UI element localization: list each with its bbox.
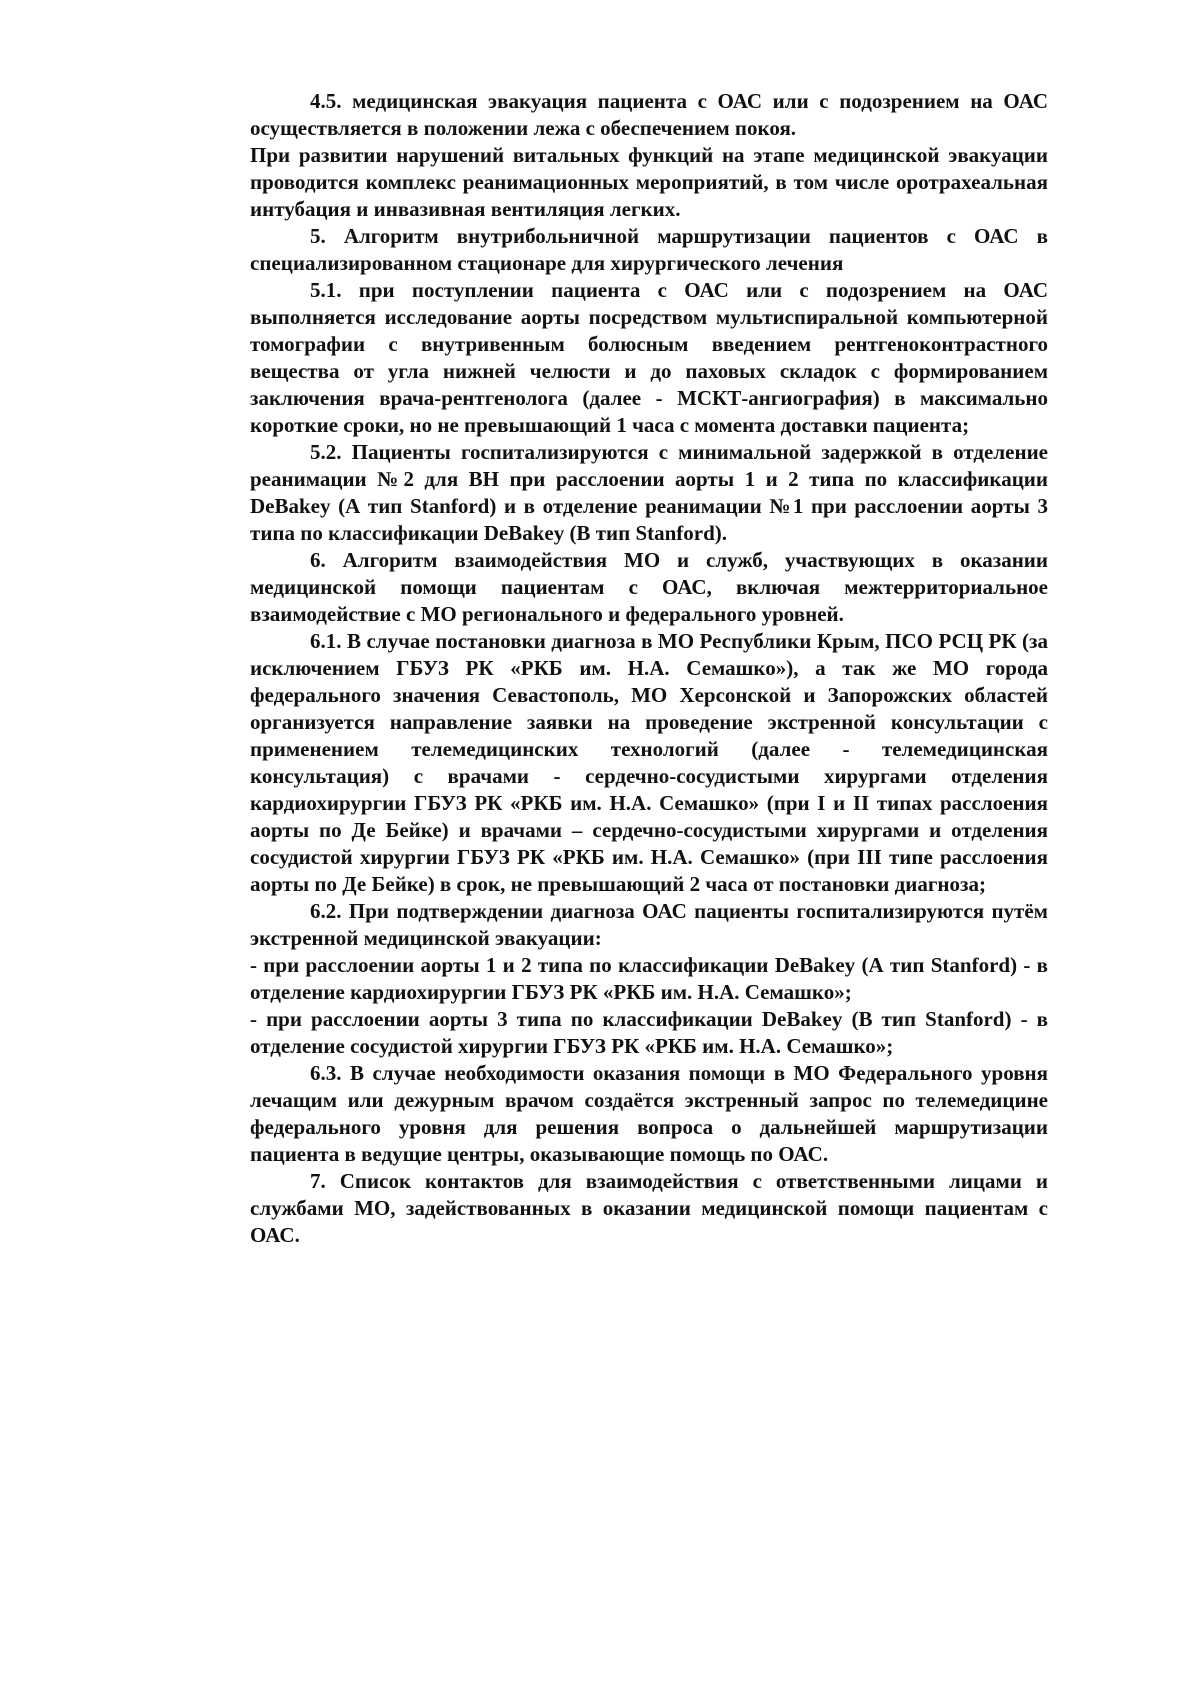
document-page <box>250 88 1048 1249</box>
paragraph-5-1: 5.1. при поступлении пациента с ОАС или с подозрением на ОАС выполняется исследование аорты посредством мультиспиральной компьютерной томографии с внутривенным болюсным введением рентгеноконтрастного вещества от угла нижней челюсти и до паховых складок с формированием заключения врача-рентгенолога (далее - МСКТ-ангиография) в максимально короткие сроки, но не превышающий 1 часа с момента доставки пациента; <box>250 278 1048 437</box>
paragraph-6-2-item-b: - при расслоении аорты 3 типа по классификации DeBakey (В тип Stanford) - в отделение сосудистой хирургии ГБУЗ РК «РКБ им. Н.А. Семашко»; <box>250 1007 1048 1058</box>
paragraph-6-2: 6.2. При подтверждении диагноза ОАС пациенты госпитализируются путём экстренной медицинской эвакуации: <box>250 899 1048 950</box>
paragraph-6-3: 6.3. В случае необходимости оказания помощи в МО Федерального уровня лечащим или дежурным врачом создаётся экстренный запрос по телемедицине федерального уровня для решения вопроса о дальнейшей маршрутизации пациента в ведущие центры, оказывающие помощь по ОАС. <box>250 1061 1048 1166</box>
paragraph-7: 7. Список контактов для взаимодействия с ответственными лицами и службами МО, задействованных в оказании медицинской помощи пациентам с ОАС. <box>250 1169 1048 1247</box>
paragraph-6-2-item-a: - при расслоении аорты 1 и 2 типа по классификации DeBakey (А тип Stanford) - в отделение кардиохирургии ГБУЗ РК «РКБ им. Н.А. Семашко»; <box>250 953 1048 1004</box>
paragraph-6-heading: 6. Алгоритм взаимодействия МО и служб, участвующих в оказании медицинской помощи пациентам с ОАС, включая межтерриториальное взаимодействие с МО регионального и федерального уровней. <box>250 548 1048 626</box>
paragraph-4-5-continued: При развитии нарушений витальных функций на этапе медицинской эвакуации проводится комплекс реанимационных мероприятий, в том числе оротрахеальная интубация и инвазивная вентиляция легких. <box>250 143 1048 221</box>
paragraph-5-2: 5.2. Пациенты госпитализируются с минимальной задержкой в отделение реанимации №2 для ВН при расслоении аорты 1 и 2 типа по классификации DeBakey (А тип Stanford) и в отделение реанимации №1 при расслоении аорты 3 типа по классификации DeBakey (В тип Stanford). <box>250 440 1048 545</box>
paragraph-5-heading: 5. Алгоритм внутрибольничной маршрутизации пациентов с ОАС в специализированном стационаре для хирургического лечения <box>250 224 1048 275</box>
paragraph-4-5: 4.5. медицинская эвакуация пациента с ОАС или с подозрением на ОАС осуществляется в положении лежа с обеспечением покоя. <box>250 89 1048 140</box>
paragraph-6-1: 6.1. В случае постановки диагноза в МО Республики Крым, ПСО РСЦ РК (за исключением ГБУЗ РК «РКБ им. Н.А. Семашко»), а так же МО города федерального значения Севастополь, МО Херсонской и Запорожских областей организуется направление заявки на проведение экстренной консультации с применением телемедицинских технологий (далее - телемедицинская консультация) с врачами - сердечно-сосудистыми хирургами отделения кардиохирургии ГБУЗ РК «РКБ им. Н.А. Семашко» (при I и II типах расслоения аорты по Де Бейке) и врачами – сердечно-сосудистыми хирургами и отделения сосудистой хирургии ГБУЗ РК «РКБ им. Н.А. Семашко» (при III типе расслоения аорты по Де Бейке) в срок, не превышающий 2 часа от постановки диагноза; <box>250 629 1048 896</box>
